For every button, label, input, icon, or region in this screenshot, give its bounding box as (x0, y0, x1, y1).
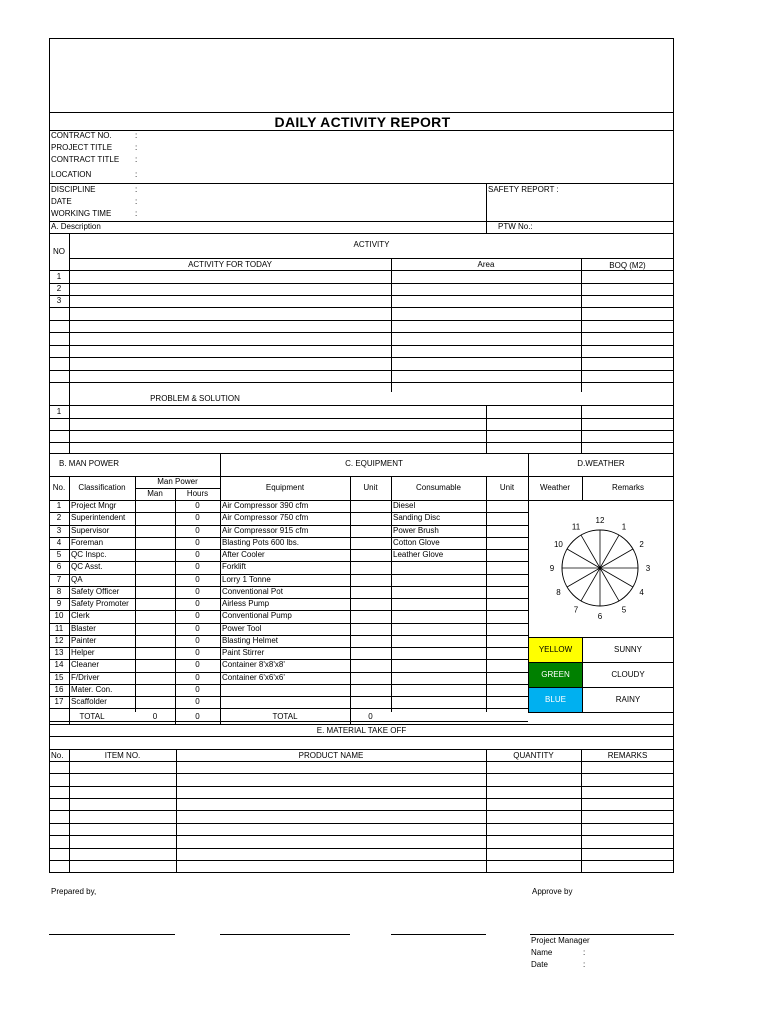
activity-row-line (49, 370, 674, 371)
manpower-row-number: 7 (56, 575, 62, 584)
material-quantity-column-line (581, 749, 582, 873)
equipment-item: Airless Pump (222, 599, 270, 608)
manpower-no-label: No. (52, 483, 66, 492)
activity-row-line (49, 320, 674, 321)
safety-report-label: SAFETY REPORT : (488, 185, 559, 194)
manpower-hours-value: 0 (195, 599, 200, 608)
manpower-man-power-label: Man Power (157, 477, 198, 486)
project-title-label: PROJECT TITLE (51, 143, 113, 152)
manpower-row-number: 1 (56, 501, 62, 510)
material-product-column-line (486, 749, 487, 873)
manpower-classification: QC Inspc. (71, 550, 107, 559)
manpower-row-line (49, 549, 528, 550)
consumable-unit-label: Unit (499, 483, 515, 492)
manpower-header: B. MAN POWER (59, 459, 120, 468)
manpower-row-line (49, 696, 528, 697)
activity-row-line (49, 307, 674, 308)
consumable-item: Diesel (393, 501, 416, 510)
location-colon: : (135, 170, 138, 179)
material-no-label: No. (51, 751, 64, 760)
ptw-label: PTW No.: (498, 222, 533, 231)
clock-number: 3 (645, 564, 651, 573)
manpower-row-line (49, 635, 528, 636)
activity-row-number: 1 (56, 272, 62, 281)
project-manager-label: Project Manager (531, 936, 590, 945)
consumable-item: Power Brush (393, 526, 439, 535)
equipment-unit-label: Unit (363, 483, 378, 492)
equipment-item: Lorry 1 Tonne (222, 575, 271, 584)
activity-header: ACTIVITY (353, 240, 390, 249)
manpower-hours-value: 0 (195, 587, 200, 596)
clock-number: 6 (597, 612, 603, 621)
manpower-row-line (49, 659, 528, 660)
activity-row-line (49, 283, 674, 284)
manpower-classification: Superintendent (71, 513, 126, 522)
manpower-classification: Clerk (71, 611, 90, 620)
clock-number: 10 (553, 540, 563, 549)
project-title-colon: : (135, 143, 138, 152)
clock-number: 7 (573, 605, 579, 615)
material-item-no-label: ITEM NO. (104, 751, 141, 760)
problem-column-line-2 (581, 405, 582, 453)
header-divider (49, 183, 674, 184)
working-time-label: WORKING TIME (51, 209, 112, 218)
clock-spoke (567, 549, 600, 568)
clock-number: 9 (549, 564, 555, 573)
manpower-classification: Scaffolder (71, 697, 107, 706)
mp-no-column-line (69, 476, 70, 724)
activity-row-line (49, 295, 674, 296)
manpower-hours-value: 0 (195, 550, 200, 559)
clock-spoke (600, 568, 633, 587)
legend-color-name: YELLOW (538, 645, 573, 654)
manpower-row-line (49, 561, 528, 562)
clock-spoke (567, 568, 600, 587)
clock-spoke (581, 568, 600, 601)
working-time-colon: : (135, 209, 138, 218)
manpower-row-number: 10 (54, 611, 64, 620)
location-label: LOCATION (51, 170, 92, 179)
manpower-row-number: 17 (54, 697, 64, 706)
manpower-man-label: Man (147, 489, 163, 498)
clock-number: 8 (556, 588, 561, 597)
manpower-row-number: 9 (56, 599, 62, 608)
manpower-total-label: TOTAL (79, 712, 105, 721)
manpower-hours-value: 0 (195, 611, 200, 620)
clock-spoke (600, 568, 619, 601)
manpower-hours-value: 0 (195, 697, 200, 706)
consumable-item: Leather Glove (393, 550, 444, 559)
legend-row-line (528, 687, 674, 688)
manpower-row-line (49, 672, 528, 673)
manpower-row-number: 16 (54, 685, 64, 694)
manpower-classification: Safety Promoter (71, 599, 129, 608)
equipment-item: Blasting Helmet (222, 636, 279, 645)
date-sign-colon: : (583, 960, 586, 969)
manpower-hours-value: 0 (195, 673, 200, 682)
contract-title-colon: : (135, 155, 138, 164)
manpower-classification: Mater. Con. (71, 685, 113, 694)
manpower-classification: Painter (71, 636, 97, 645)
manpower-hours-value: 0 (195, 648, 200, 657)
manpower-classification: Safety Officer (71, 587, 120, 596)
manpower-row-number: 13 (54, 648, 64, 657)
title-divider (49, 130, 674, 131)
total-bottom-line (49, 724, 674, 725)
clock-number: 12 (595, 516, 605, 525)
manpower-row-line (49, 586, 528, 587)
manpower-hours-value: 0 (195, 501, 200, 510)
activity-boq-column-line (581, 258, 582, 392)
manpower-total-man: 0 (152, 712, 158, 721)
date-colon: : (135, 197, 138, 206)
material-header-bottom-line (49, 736, 674, 737)
problem-no-column-line (69, 392, 70, 453)
manpower-hours-value: 0 (195, 660, 200, 669)
legend-weather-label: CLOUDY (611, 670, 645, 679)
contract-title-label: CONTRACT TITLE (51, 155, 120, 164)
manpower-hours-value: 0 (195, 562, 200, 571)
manpower-hours-value: 0 (195, 636, 200, 645)
material-product-label: PRODUCT NAME (298, 751, 364, 760)
equipment-label: Equipment (265, 483, 305, 492)
activity-row-line (49, 345, 674, 346)
activity-boq-label: BOQ (M2) (609, 261, 646, 270)
activity-for-today-label: ACTIVITY FOR TODAY (188, 260, 272, 269)
manpower-classification-label: Classification (78, 483, 126, 492)
manpower-classification: QC Asst. (71, 562, 103, 571)
manpower-hours-value: 0 (195, 685, 200, 694)
clock-spoke (600, 535, 619, 568)
safety-divider (486, 183, 487, 233)
manpower-classification: Supervisor (71, 526, 110, 535)
discipline-colon: : (135, 185, 138, 194)
logo-area-divider (49, 112, 674, 113)
consumable-label: Consumable (416, 483, 461, 492)
manpower-row-number: 12 (54, 636, 64, 645)
material-header: E. MATERIAL TAKE OFF (316, 726, 407, 735)
manpower-classification: QA (71, 575, 83, 584)
activity-area-column-line (391, 258, 392, 392)
equipment-item: After Cooler (222, 550, 265, 559)
date-sign-label: Date (531, 960, 548, 969)
equipment-total-unit: 0 (368, 712, 373, 721)
problem-row-number: 1 (56, 407, 62, 416)
equipment-item: Blasting Pots 600 lbs. (222, 538, 299, 547)
manpower-row-number: 15 (54, 673, 64, 682)
equipment-item: Power Tool (222, 624, 262, 633)
activity-row-line (49, 357, 674, 358)
legend-color-name: BLUE (545, 695, 566, 704)
equipment-item: Container 6'x6'x6' (222, 673, 285, 682)
manpower-total-hours: 0 (195, 712, 200, 721)
equipment-item: Air Compressor 750 cfm (222, 513, 309, 522)
clock-spoke (581, 535, 600, 568)
consumable-item: Sanding Disc (393, 513, 441, 522)
discipline-label: DISCIPLINE (51, 185, 96, 194)
activity-area-label: Area (477, 260, 495, 269)
legend-weather-label: RAINY (615, 695, 641, 704)
manpower-hours-value: 0 (195, 624, 200, 633)
prepared-by-label: Prepared by, (51, 887, 97, 896)
description-divider (49, 233, 674, 234)
form-border (49, 38, 674, 873)
clock-number: 4 (639, 588, 644, 597)
manpower-classification: Cleaner (71, 660, 100, 669)
manpower-row-number: 3 (56, 526, 62, 535)
equipment-item: Air Compressor 390 cfm (222, 501, 309, 510)
manpower-row-line (49, 647, 528, 648)
manpower-classification: Project Mngr (71, 501, 117, 510)
clock-spoke (600, 549, 633, 568)
signature-line-1 (49, 934, 175, 935)
equipment-total-label: TOTAL (272, 712, 298, 721)
manpower-hours-value: 0 (195, 538, 200, 547)
activity-row-number: 3 (56, 296, 62, 305)
signature-line-approve (530, 934, 674, 935)
manpower-classification: F/Driver (71, 673, 100, 682)
info-divider (49, 221, 674, 222)
equipment-item: Container 8'x8'x8' (222, 660, 285, 669)
equipment-item: Conventional Pump (222, 611, 292, 620)
legend-row-line (528, 662, 674, 663)
material-remarks-label: REMARKS (607, 751, 648, 760)
activity-no-label: NO (53, 247, 65, 256)
material-no-column-line (69, 749, 70, 873)
manpower-row-number: 14 (54, 660, 64, 669)
problem-column-line-1 (486, 405, 487, 453)
clock-number: 11 (571, 522, 581, 532)
approve-by-label: Approve by (532, 887, 573, 896)
activity-row-line (49, 332, 674, 333)
manpower-row-number: 8 (56, 587, 62, 596)
manpower-row-line (49, 574, 528, 575)
problem-header: PROBLEM & SOLUTION (150, 394, 240, 403)
manpower-row-number: 5 (56, 550, 62, 559)
weather-remarks-label: Remarks (611, 483, 644, 492)
legend-row-line (528, 637, 674, 638)
clock-number: 1 (621, 522, 627, 532)
manpower-row-number: 6 (56, 562, 62, 571)
manpower-classification: Blaster (71, 624, 96, 633)
manpower-hours-value: 0 (195, 513, 200, 522)
weather-clock-diagram (528, 500, 674, 636)
manpower-hours-value: 0 (195, 575, 200, 584)
activity-row-line (49, 270, 674, 271)
manpower-hours-value: 0 (195, 526, 200, 535)
activity-row-line (49, 382, 674, 383)
signature-line-3 (391, 934, 486, 935)
manpower-top-line (49, 453, 674, 454)
material-quantity-label: QUANTITY (513, 751, 554, 760)
manpower-classification: Helper (71, 648, 95, 657)
equipment-item: Forklift (222, 562, 246, 571)
equipment-item: Air Compressor 915 cfm (222, 526, 309, 535)
manpower-hours-label: Hours (186, 489, 209, 498)
manpower-row-number: 11 (54, 624, 64, 633)
activity-row-number: 2 (56, 284, 62, 293)
manpower-row-number: 2 (56, 513, 62, 522)
clock-number: 5 (621, 605, 627, 615)
eq-equipment-column-line (350, 476, 351, 724)
signature-line-2 (220, 934, 350, 935)
name-colon: : (583, 948, 586, 957)
weather-label: Weather (539, 483, 571, 492)
equipment-item: Paint Stirrer (222, 648, 265, 657)
manpower-row-line (49, 623, 528, 624)
equipment-header: C. EQUIPMENT (345, 459, 403, 468)
name-label: Name (531, 948, 553, 957)
legend-color-name: GREEN (541, 670, 570, 679)
equipment-item: Conventional Pot (222, 587, 283, 596)
manpower-row-line (49, 684, 528, 685)
weather-header: D.WEATHER (577, 459, 625, 468)
date-label: DATE (51, 197, 72, 206)
description-label: A. Description (51, 222, 101, 231)
contract-no-label: CONTRACT NO. (51, 131, 112, 140)
manpower-row-line (49, 708, 528, 709)
activity-header-line (69, 258, 674, 259)
legend-bottom-line (528, 712, 674, 713)
clock-number: 2 (639, 540, 644, 549)
material-item-column-line (176, 749, 177, 873)
legend-weather-label: SUNNY (613, 645, 642, 654)
page-title: DAILY ACTIVITY REPORT (274, 114, 451, 130)
consumable-item: Cotton Glove (393, 538, 440, 547)
manpower-row-number: 4 (56, 538, 62, 547)
manpower-classification: Foreman (71, 538, 104, 547)
contract-no-colon: : (135, 131, 138, 140)
